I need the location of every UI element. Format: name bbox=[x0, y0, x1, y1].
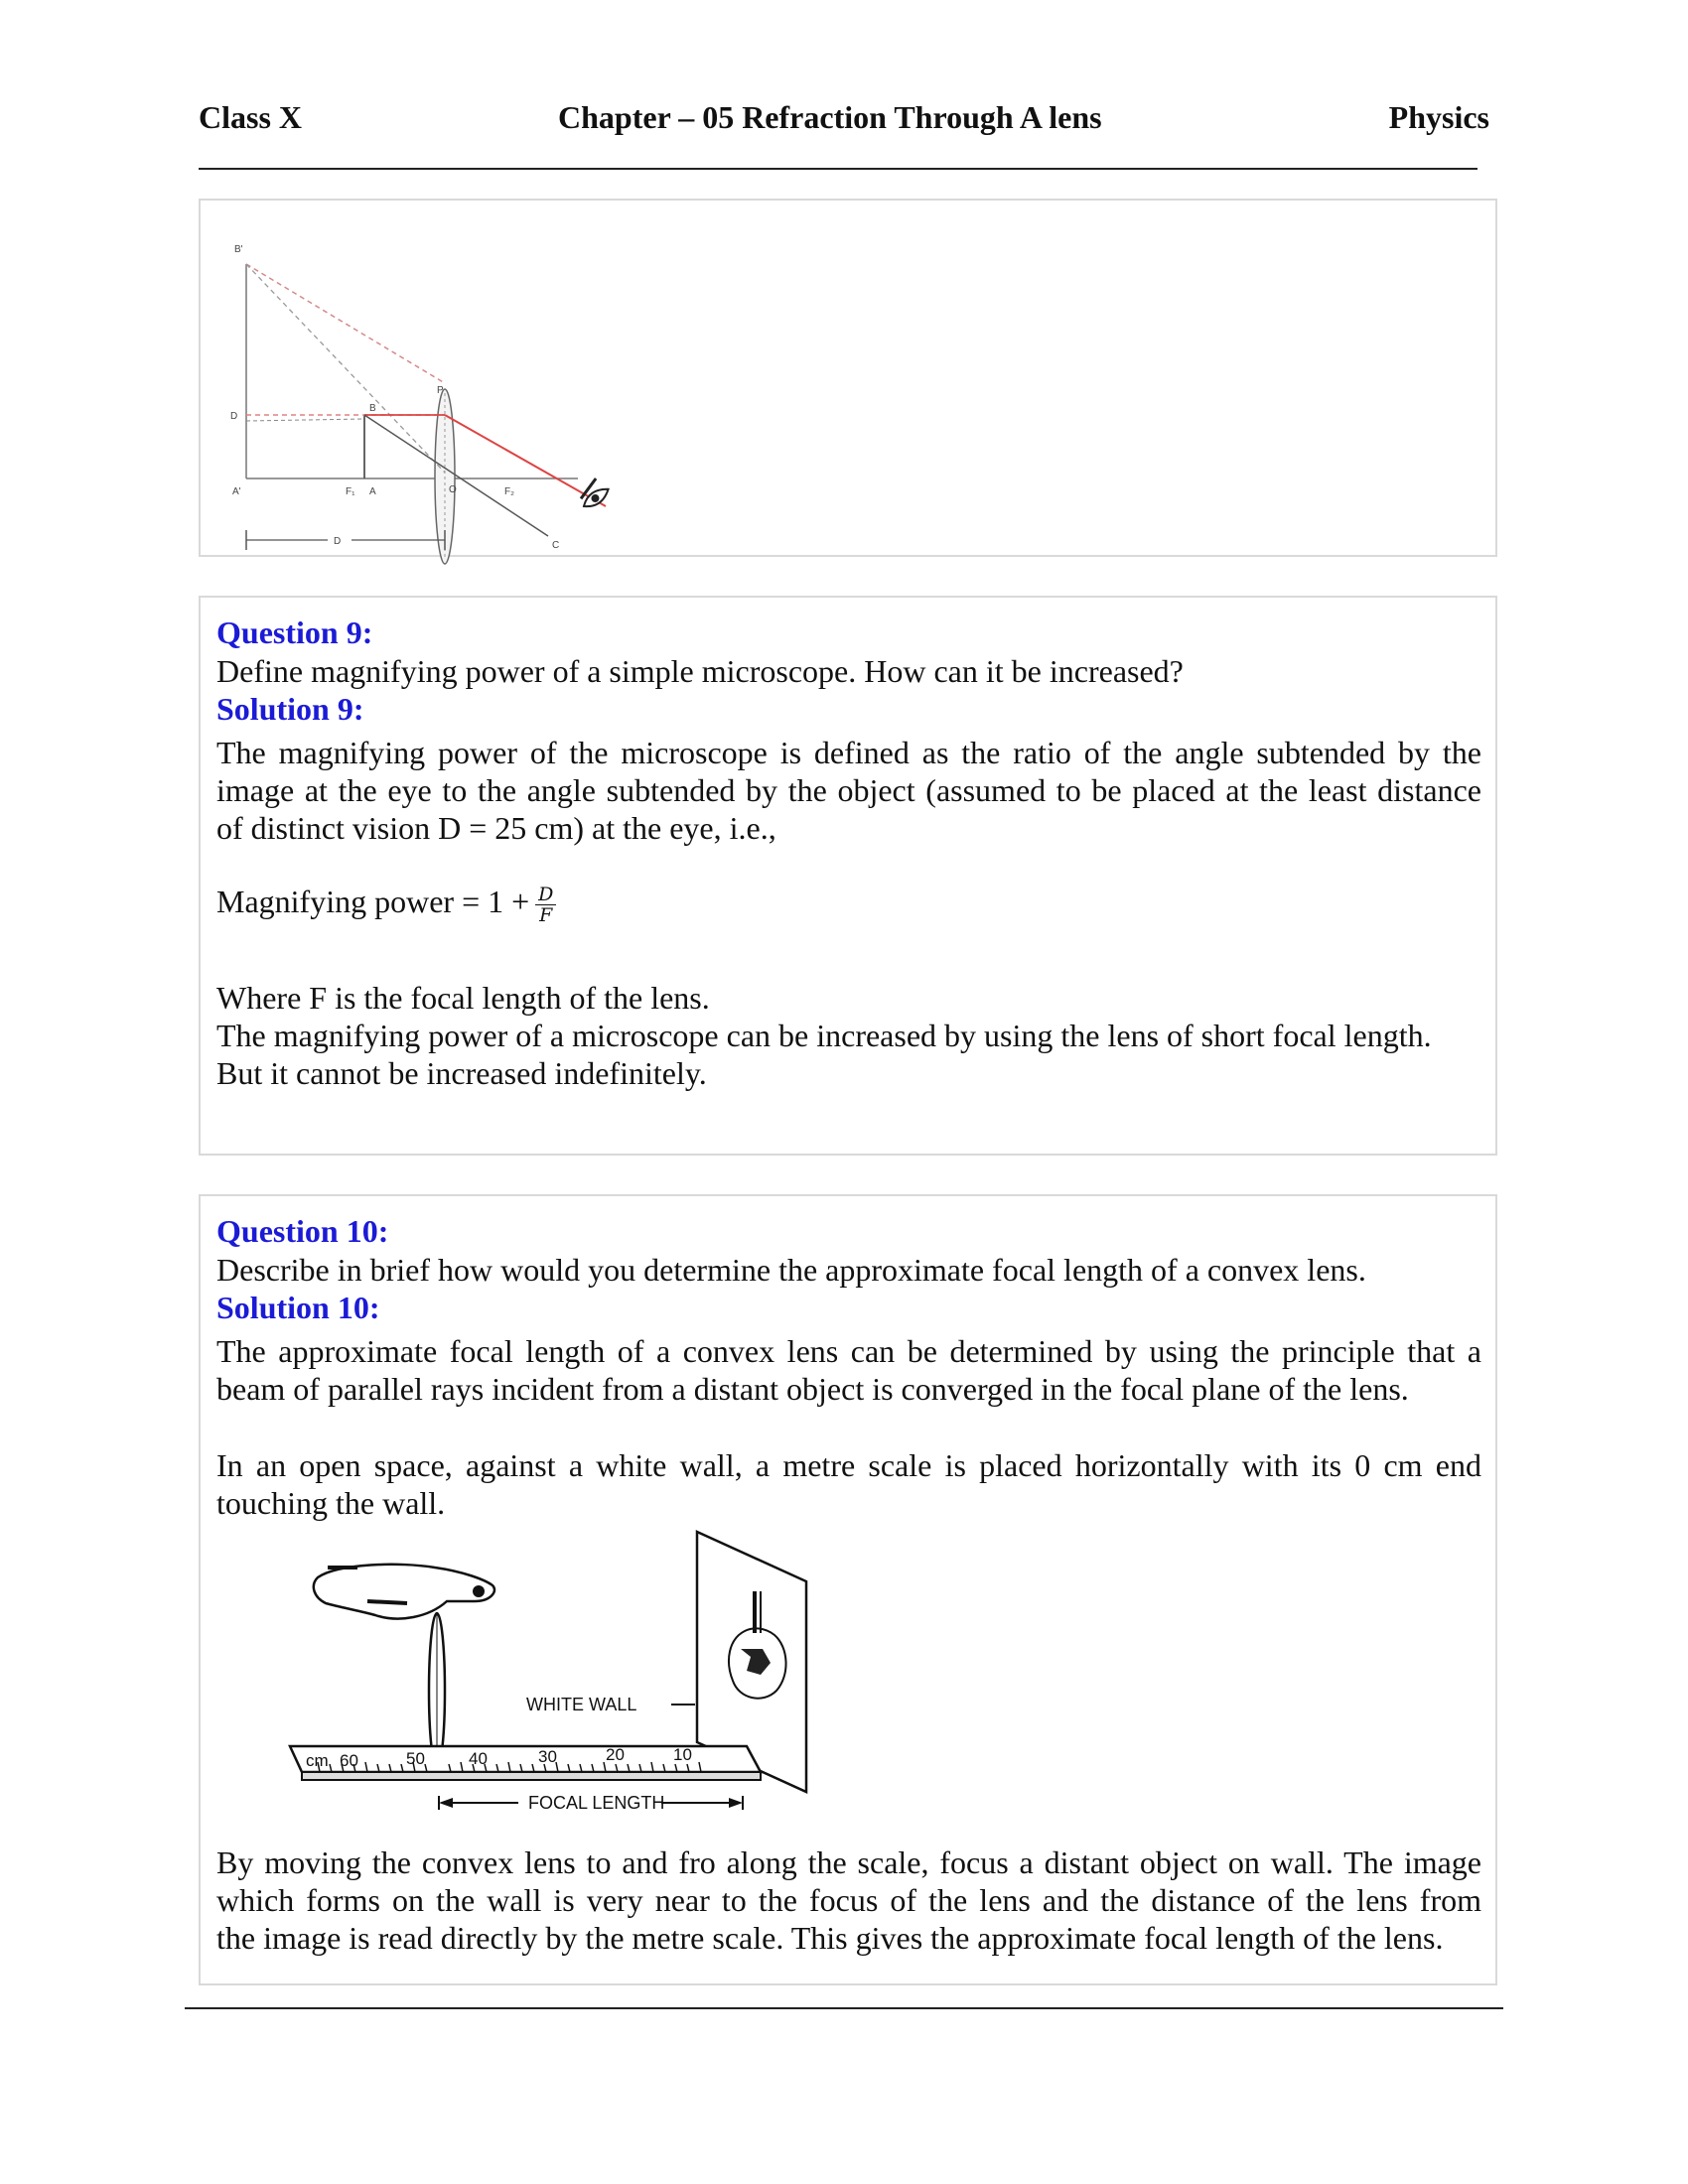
label-f1: F₁ bbox=[346, 486, 355, 497]
scale-tick-10: 10 bbox=[673, 1745, 692, 1764]
label-b: B bbox=[369, 403, 376, 414]
focal-arrow-right bbox=[729, 1798, 743, 1808]
header-subject: Physics bbox=[1388, 99, 1489, 135]
solution-9-increase-line-1: The magnifying power of a microscope can be increased by using the lens of short focal length. bbox=[216, 1018, 1432, 1053]
label-c: C bbox=[552, 540, 560, 551]
question-9-text: Define magnifying power of a simple microscope. How can it be increased? bbox=[216, 653, 1184, 689]
solution-10-line-4: touching the wall. bbox=[216, 1485, 446, 1521]
solution-10-line-7: the image is read directly by the metre scale. This gives the approximate focal length of the lens. bbox=[216, 1920, 1444, 1956]
hand-illustration bbox=[314, 1565, 494, 1619]
solution-10-line-5: By moving the convex lens to and fro along the scale, focus a distant object on wall. The image bbox=[216, 1844, 1481, 1880]
formula-numerator: D bbox=[535, 885, 556, 905]
scale-tick-60: 60 bbox=[340, 1751, 358, 1770]
header-class: Class X bbox=[199, 99, 303, 135]
scale-tick-50: 50 bbox=[406, 1749, 425, 1768]
white-wall-label: WHITE WALL bbox=[526, 1695, 637, 1714]
header-rule bbox=[199, 168, 1477, 170]
eye-icon bbox=[575, 477, 612, 511]
footer-rule bbox=[185, 2007, 1503, 2009]
solution-10-line-2: beam of parallel rays incident from a distant object is converged in the focal plane of the lens. bbox=[216, 1371, 1409, 1407]
solution-9-line-1: The magnifying power of the microscope is defined as the ratio of the angle subtended by the bbox=[216, 735, 1481, 770]
solution-9-label: Solution 9: bbox=[216, 691, 364, 727]
formula-prefix: Magnifying power = 1 + bbox=[216, 884, 530, 919]
label-f2: F₂ bbox=[504, 486, 514, 497]
label-distance-d: D bbox=[334, 536, 342, 547]
formula-fraction bbox=[535, 885, 556, 925]
question-9-label: Question 9: bbox=[216, 614, 373, 650]
label-o: O bbox=[449, 484, 457, 495]
ray-through-centre bbox=[364, 415, 548, 536]
microscope-ray-diagram bbox=[220, 216, 637, 551]
scale-unit-label: cm bbox=[306, 1751, 329, 1770]
label-p: P bbox=[437, 385, 444, 396]
ray-refracted bbox=[445, 415, 606, 506]
solution-9-line-2: image at the eye to the angle subtended by the object (assumed to be placed at the least distance bbox=[216, 772, 1481, 808]
focal-length-experiment-diagram bbox=[280, 1522, 856, 1820]
solution-9-increase-line-2: But it cannot be increased indefinitely. bbox=[216, 1055, 707, 1091]
solution-10-line-1: The approximate focal length of a convex lens can be determined by using the principle that a bbox=[216, 1333, 1481, 1369]
page-header bbox=[199, 99, 1489, 143]
question-10-text: Describe in brief how would you determine the approximate focal length of a convex lens. bbox=[216, 1252, 1366, 1288]
dashed-ray-grey bbox=[246, 264, 445, 473]
metre-scale-edge bbox=[302, 1772, 761, 1780]
scale-tick-40: 40 bbox=[469, 1749, 488, 1768]
formula-denominator: F bbox=[539, 904, 553, 927]
solution-9-line-3: of distinct vision D = 25 cm) at the eye, i.e., bbox=[216, 810, 776, 846]
scale-tick-20: 20 bbox=[606, 1745, 625, 1764]
dashed-ray-low bbox=[246, 419, 364, 421]
solution-10-line-6: which forms on the wall is very near to the focus of the lens and the distance of the lens from bbox=[216, 1882, 1481, 1918]
focal-arrow-left bbox=[439, 1798, 453, 1808]
question-9-box bbox=[199, 596, 1497, 1156]
solution-10-label: Solution 10: bbox=[216, 1290, 380, 1325]
magnifying-power-formula bbox=[216, 883, 1481, 942]
label-a-prime: A' bbox=[232, 486, 241, 497]
solution-9-where-line: Where F is the focal length of the lens. bbox=[216, 980, 710, 1016]
scale-tick-30: 30 bbox=[538, 1747, 557, 1766]
question-10-box bbox=[199, 1194, 1497, 1985]
figure-box-microscope bbox=[199, 199, 1497, 557]
label-b-prime: B' bbox=[234, 244, 243, 255]
solution-10-line-3: In an open space, against a white wall, a metre scale is placed horizontally with its 0 cm end bbox=[216, 1447, 1481, 1483]
header-chapter-title: Chapter – 05 Refraction Through A lens bbox=[558, 99, 1102, 135]
dashed-ray-red bbox=[246, 264, 445, 383]
label-d-point: D bbox=[230, 411, 238, 422]
focal-length-label: FOCAL LENGTH bbox=[528, 1793, 665, 1813]
label-a: A bbox=[369, 486, 376, 497]
question-10-label: Question 10: bbox=[216, 1213, 389, 1249]
